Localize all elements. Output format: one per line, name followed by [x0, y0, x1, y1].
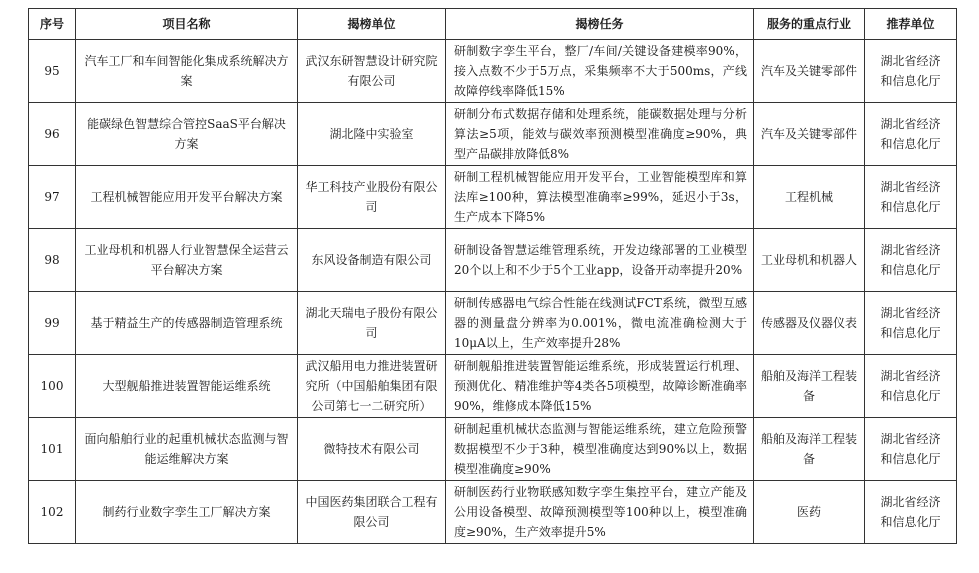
header-number: 序号 — [29, 9, 76, 40]
cell-number: 97 — [29, 166, 76, 229]
table-row — [29, 103, 957, 166]
cell-unit: 微特技术有限公司 — [298, 418, 446, 481]
cell-task: 研制医药行业物联感知数字孪生集控平台，建立产能及公用设备模型、故障预测模型等100种以上，模型准确度≥90%，生产效率提升5% — [446, 481, 754, 544]
cell-industry: 工业母机和机器人 — [754, 229, 865, 292]
header-project-name: 项目名称 — [76, 9, 298, 40]
table-row — [29, 40, 957, 103]
cell-recommender: 湖北省经济和信息化厅 — [865, 229, 957, 292]
cell-task: 研制数字孪生平台，整厂/车间/关键设备建模率90%，接入点数不少于5万点，采集频率不大于500ms，产线故障停线率降低15% — [446, 40, 754, 103]
cell-unit: 中国医药集团联合工程有限公司 — [298, 481, 446, 544]
header-recommender: 推荐单位 — [865, 9, 957, 40]
cell-recommender: 湖北省经济和信息化厅 — [865, 418, 957, 481]
cell-project-name: 制药行业数字孪生工厂解决方案 — [76, 481, 298, 544]
cell-task: 研制传感器电气综合性能在线测试FCT系统，微型互感器的测量盘分辨率为0.001%，微电流准确检测大于10μA以上，生产效率提升28% — [446, 292, 754, 355]
cell-unit: 武汉船用电力推进装置研究所（中国船舶集团有限公司第七一二研究所） — [298, 355, 446, 418]
cell-recommender: 湖北省经济和信息化厅 — [865, 481, 957, 544]
cell-unit: 武汉东研智慧设计研究院有限公司 — [298, 40, 446, 103]
table-row — [29, 481, 957, 544]
cell-project-name: 基于精益生产的传感器制造管理系统 — [76, 292, 298, 355]
cell-number: 96 — [29, 103, 76, 166]
cell-project-name: 汽车工厂和车间智能化集成系统解决方案 — [76, 40, 298, 103]
document-page — [28, 8, 956, 544]
table-row — [29, 166, 957, 229]
cell-unit: 华工科技产业股份有限公司 — [298, 166, 446, 229]
cell-recommender: 湖北省经济和信息化厅 — [865, 166, 957, 229]
cell-recommender: 湖北省经济和信息化厅 — [865, 103, 957, 166]
cell-task: 研制舰船推进装置智能运维系统，形成装置运行机理、预测优化、精准维护等4类各5项模型，故障诊断准确率90%，维修成本降低15% — [446, 355, 754, 418]
cell-task: 研制起重机械状态监测与智能运维系统，建立危险预警数据模型不少于3种，模型准确度达到90%以上，数据模型准确度≥90% — [446, 418, 754, 481]
cell-number: 95 — [29, 40, 76, 103]
cell-unit: 湖北隆中实验室 — [298, 103, 446, 166]
cell-number: 100 — [29, 355, 76, 418]
table-row — [29, 355, 957, 418]
table-row — [29, 292, 957, 355]
cell-project-name: 面向船舶行业的起重机械状态监测与智能运维解决方案 — [76, 418, 298, 481]
cell-number: 99 — [29, 292, 76, 355]
cell-project-name: 工程机械智能应用开发平台解决方案 — [76, 166, 298, 229]
cell-industry: 医药 — [754, 481, 865, 544]
cell-task: 研制设备智慧运维管理系统，开发边缘部署的工业模型20个以上和不少于5个工业app，设备开动率提升20% — [446, 229, 754, 292]
cell-industry: 传感器及仪器仪表 — [754, 292, 865, 355]
cell-task: 研制工程机械智能应用开发平台，工业智能模型库和算法库≥100种，算法模型准确率≥99%，延迟小于3s，生产成本下降5% — [446, 166, 754, 229]
project-table — [28, 8, 957, 544]
table-row — [29, 418, 957, 481]
header-unit: 揭榜单位 — [298, 9, 446, 40]
cell-industry: 汽车及关键零部件 — [754, 103, 865, 166]
header-industry: 服务的重点行业 — [754, 9, 865, 40]
cell-industry: 船舶及海洋工程装备 — [754, 418, 865, 481]
cell-project-name: 能碳绿色智慧综合管控SaaS平台解决方案 — [76, 103, 298, 166]
cell-number: 98 — [29, 229, 76, 292]
cell-project-name: 工业母机和机器人行业智慧保全运营云平台解决方案 — [76, 229, 298, 292]
cell-recommender: 湖北省经济和信息化厅 — [865, 292, 957, 355]
cell-recommender: 湖北省经济和信息化厅 — [865, 355, 957, 418]
cell-task: 研制分布式数据存储和处理系统，能碳数据处理与分析算法≥5项，能效与碳效率预测模型准确度≥90%，典型产品碳排放降低8% — [446, 103, 754, 166]
cell-industry: 船舶及海洋工程装备 — [754, 355, 865, 418]
cell-industry: 汽车及关键零部件 — [754, 40, 865, 103]
cell-unit: 湖北天瑞电子股份有限公司 — [298, 292, 446, 355]
header-task: 揭榜任务 — [446, 9, 754, 40]
cell-industry: 工程机械 — [754, 166, 865, 229]
cell-number: 102 — [29, 481, 76, 544]
cell-recommender: 湖北省经济和信息化厅 — [865, 40, 957, 103]
cell-unit: 东风设备制造有限公司 — [298, 229, 446, 292]
table-header-row — [29, 9, 957, 40]
table-row — [29, 229, 957, 292]
cell-number: 101 — [29, 418, 76, 481]
cell-project-name: 大型舰船推进装置智能运维系统 — [76, 355, 298, 418]
